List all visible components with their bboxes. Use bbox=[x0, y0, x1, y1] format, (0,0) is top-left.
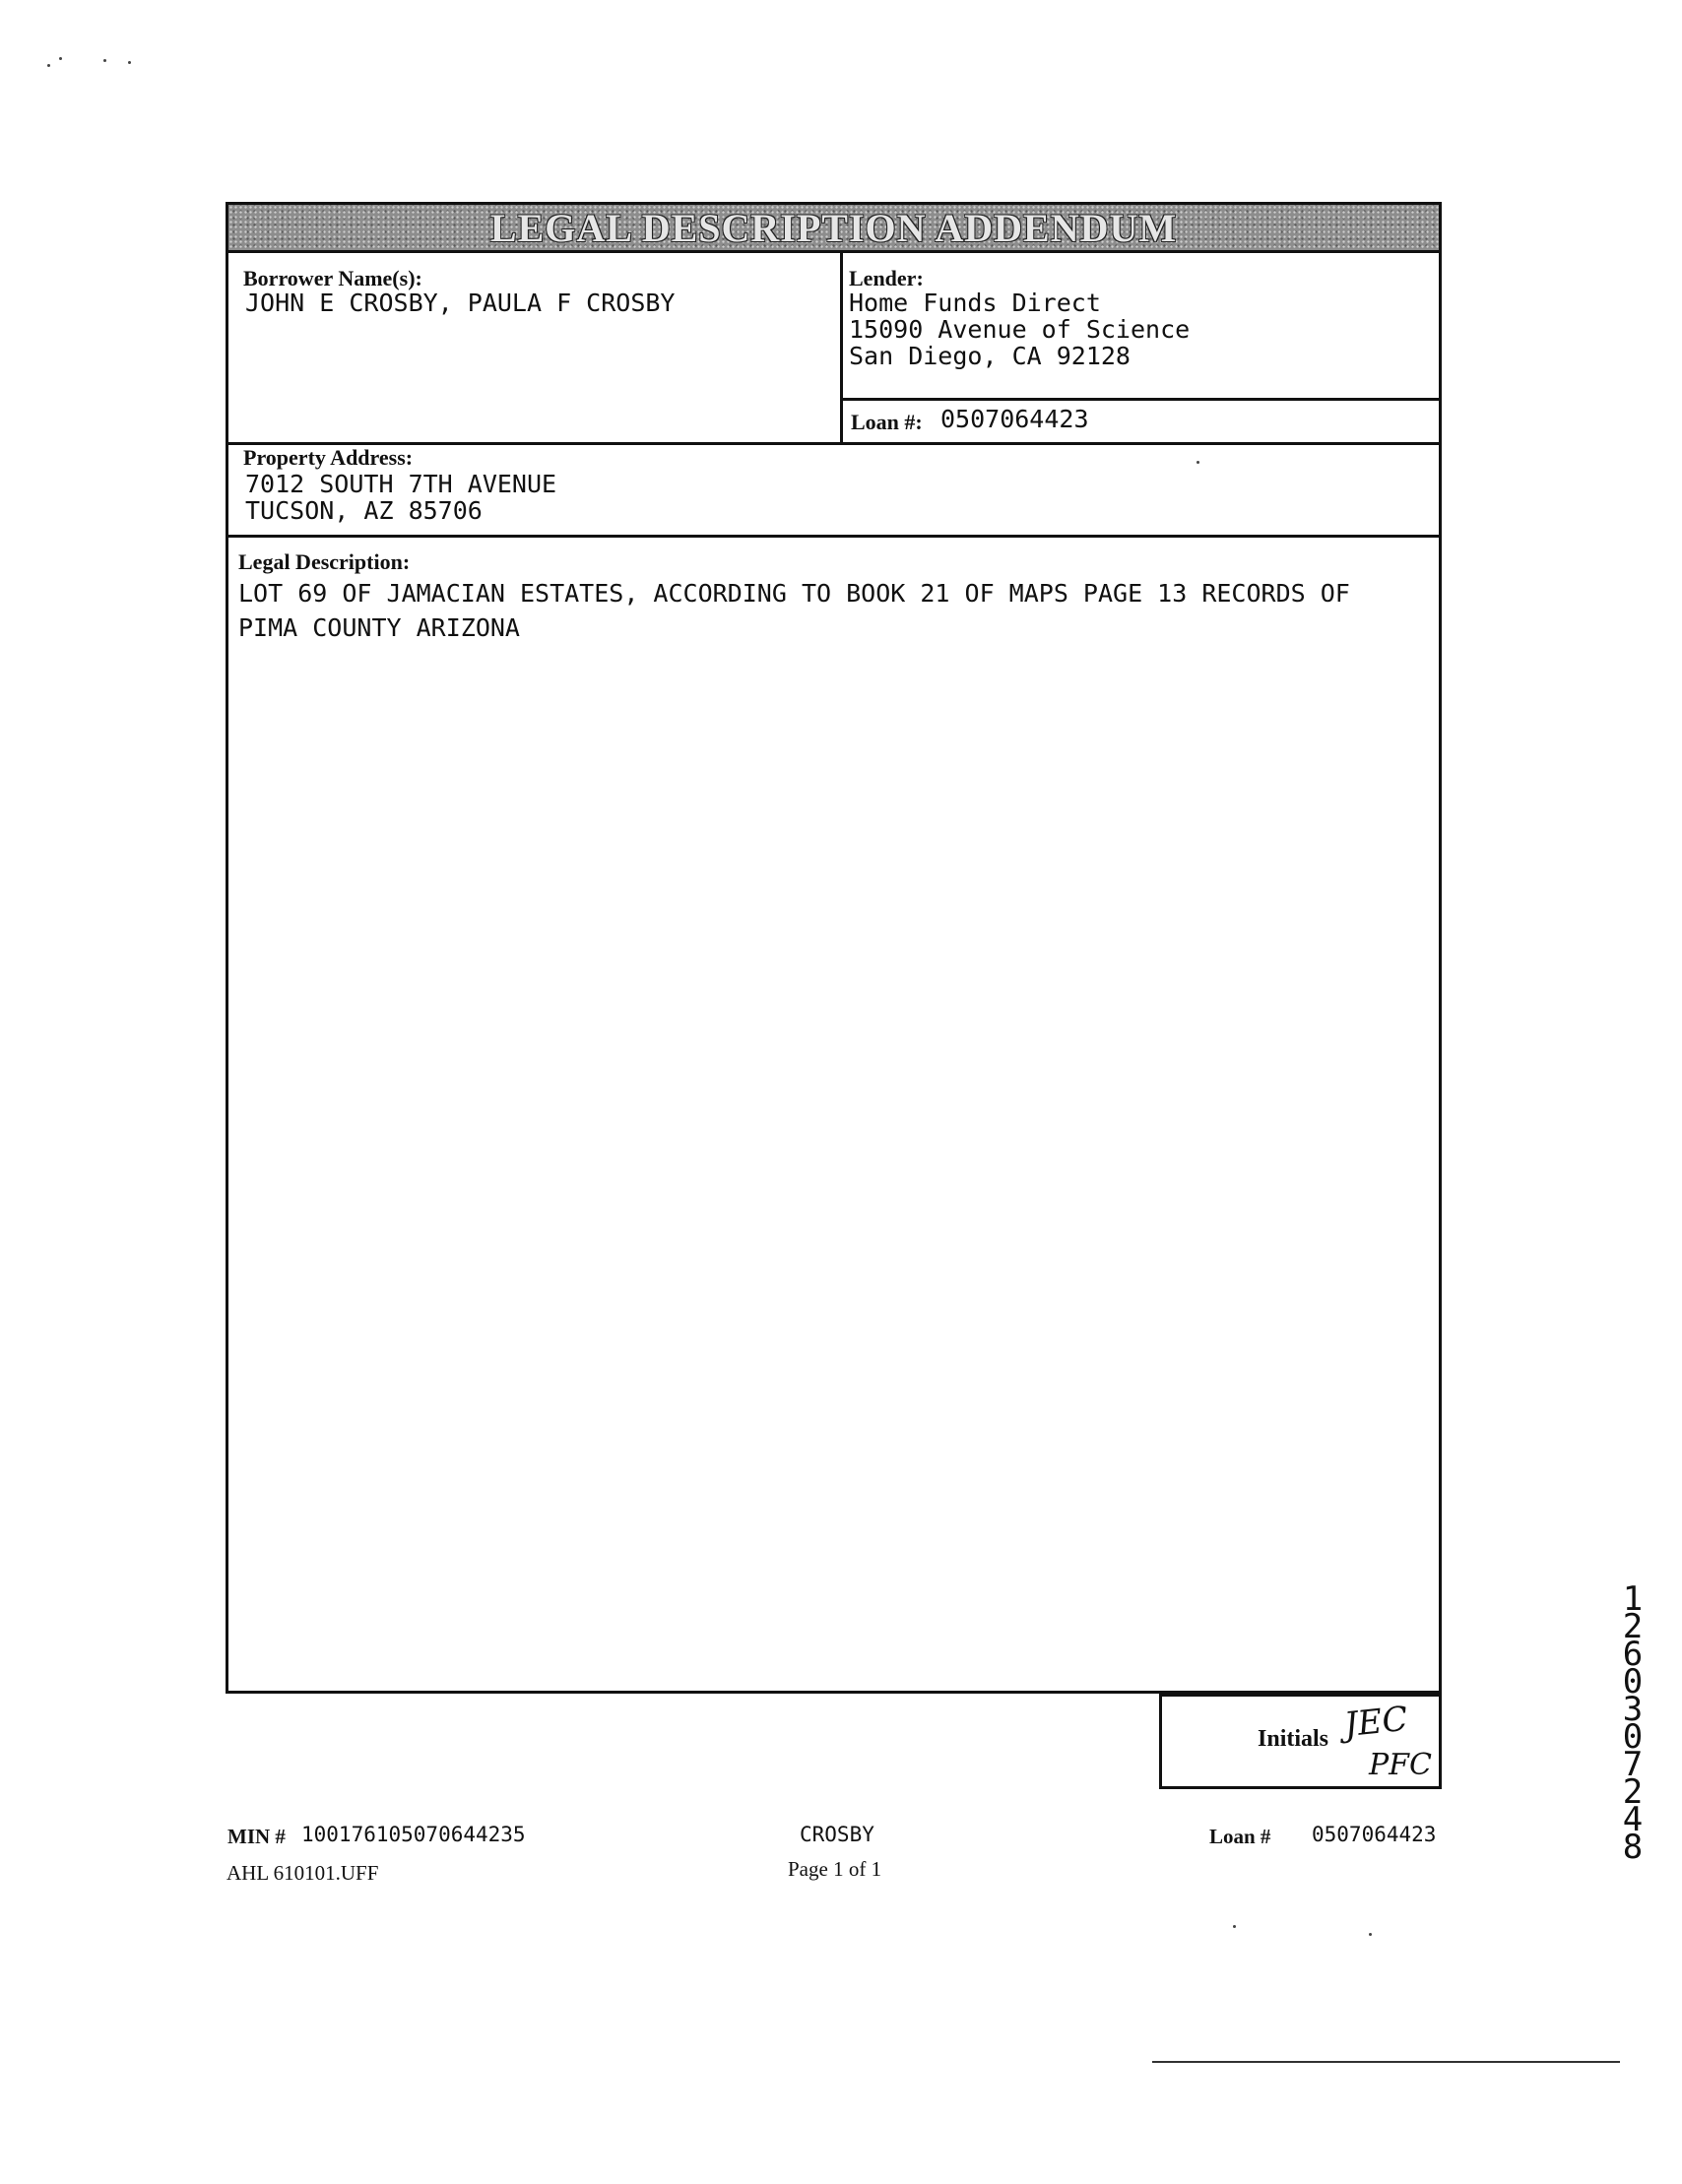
form-code: AHL 610101.UFF bbox=[226, 1861, 379, 1885]
legal-line-2: PIMA COUNTY ARIZONA bbox=[238, 613, 520, 642]
scan-speck bbox=[59, 57, 62, 60]
bottom-rule bbox=[1152, 2061, 1620, 2063]
initials-label: Initials bbox=[1258, 1726, 1329, 1752]
min-label: MIN # bbox=[227, 1825, 286, 1848]
divider-legal bbox=[228, 535, 1439, 538]
lender-line-3: San Diego, CA 92128 bbox=[849, 342, 1131, 370]
legal-label: Legal Description: bbox=[238, 549, 411, 574]
footer-loan-label: Loan # bbox=[1209, 1825, 1271, 1848]
form-title: LEGAL DESCRIPTION ADDENDUM bbox=[489, 205, 1178, 250]
initials-signature-2: PFC bbox=[1369, 1748, 1432, 1782]
property-line-2: TUCSON, AZ 85706 bbox=[245, 496, 483, 525]
footer-loan-value: 0507064423 bbox=[1312, 1823, 1437, 1846]
scan-speck bbox=[1233, 1925, 1236, 1928]
divider-vertical bbox=[840, 250, 843, 445]
scan-speck bbox=[47, 64, 50, 67]
borrower-value: JOHN E CROSBY, PAULA F CROSBY bbox=[245, 289, 676, 317]
initials-box bbox=[1159, 1694, 1442, 1789]
property-label: Property Address: bbox=[243, 445, 414, 470]
lender-label: Lender: bbox=[849, 266, 924, 290]
scan-speck bbox=[1369, 1933, 1372, 1936]
loan-label: Loan #: bbox=[851, 410, 923, 434]
divider-loan bbox=[840, 398, 1439, 401]
legal-description-form bbox=[226, 202, 1442, 1694]
borrower-label: Borrower Name(s): bbox=[243, 266, 422, 290]
lender-line-1: Home Funds Direct bbox=[849, 289, 1101, 317]
side-stamp-number: 12603 07248 bbox=[1622, 1579, 1644, 1867]
lender-line-2: 15090 Avenue of Science bbox=[849, 315, 1191, 344]
initials-signature-1: JEC bbox=[1342, 1699, 1410, 1746]
scan-speck bbox=[1197, 461, 1199, 464]
legal-line-1: LOT 69 OF JAMACIAN ESTATES, ACCORDING TO BOOK 21 OF MAPS PAGE 13 RECORDS OF bbox=[238, 579, 1350, 608]
scan-speck bbox=[103, 59, 106, 62]
loan-value: 0507064423 bbox=[940, 405, 1089, 433]
scan-speck bbox=[128, 61, 131, 64]
min-value: 100176105070644235 bbox=[301, 1823, 526, 1846]
footer-name: CROSBY bbox=[800, 1823, 874, 1846]
page-number: Page 1 of 1 bbox=[788, 1857, 882, 1881]
property-line-1: 7012 SOUTH 7TH AVENUE bbox=[245, 470, 557, 498]
form-title-bar bbox=[228, 205, 1439, 253]
